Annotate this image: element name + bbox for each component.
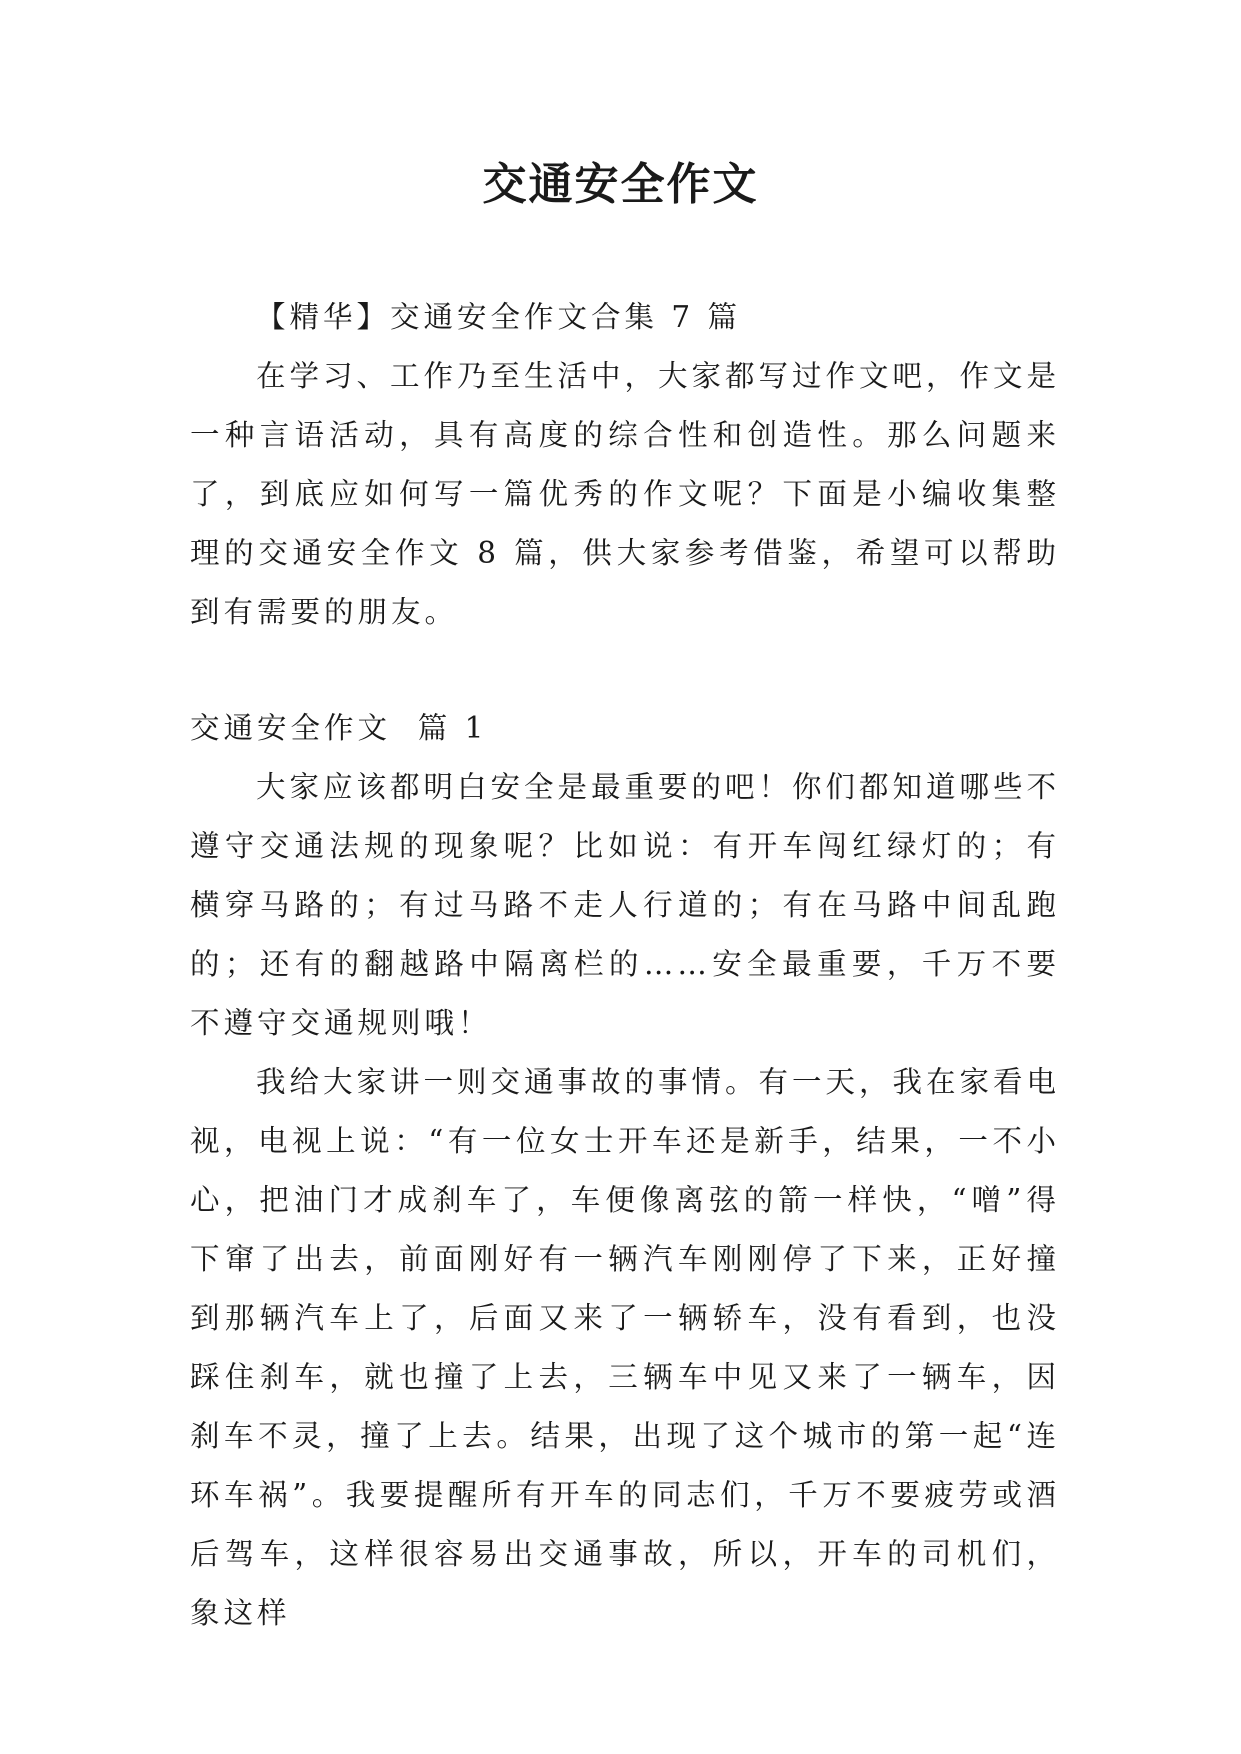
intro-paragraph: 在学习、工作乃至生活中，大家都写过作文吧，作文是一种言语活动，具有高度的综合性和创造性。那么问题来了，到底应如何写一篇优秀的作文呢？下面是小编收集整理的交通安全作文 8 篇，供大家参考借鉴，希望可以帮助到有需要的朋友。 [190,359,1061,629]
body-paragraph: 我给大家讲一则交通事故的事情。有一天，我在家看电视，电视上说：“有一位女士开车还是新手，结果，一不小心，把油门才成刹车了，车便像离弦的箭一样快，“噌”得下窜了出去，前面刚好有一辆汽车刚刚停了下来，正好撞到那辆汽车上了，后面又来了一辆轿车，没有看到，也没踩住刹车，就也撞了上去，三辆车中见又来了一辆车，因刹车不灵，撞了上去。结果，出现了这个城市的第一起“连环车祸”。我要提醒所有开车的同志们，千万不要疲劳或酒后驾车，这样很容易出交通事故，所以，开车的司机们，象这样 [190,1065,1061,1630]
document-title: 交通安全作文 [482,159,759,210]
section-heading: 交通安全作文 篇 1 [190,711,488,745]
body-paragraph: 大家应该都明白安全是最重要的吧！你们都知道哪些不遵守交通法规的现象呢？比如说：有开车闯红绿灯的；有横穿马路的；有过马路不走人行道的；有在马路中间乱跑的；还有的翻越路中隔离栏的……安全最重要，千万不要不遵守交通规则哦！ [190,770,1061,1040]
collection-subtitle: 【精华】交通安全作文合集 7 篇 [256,300,742,334]
